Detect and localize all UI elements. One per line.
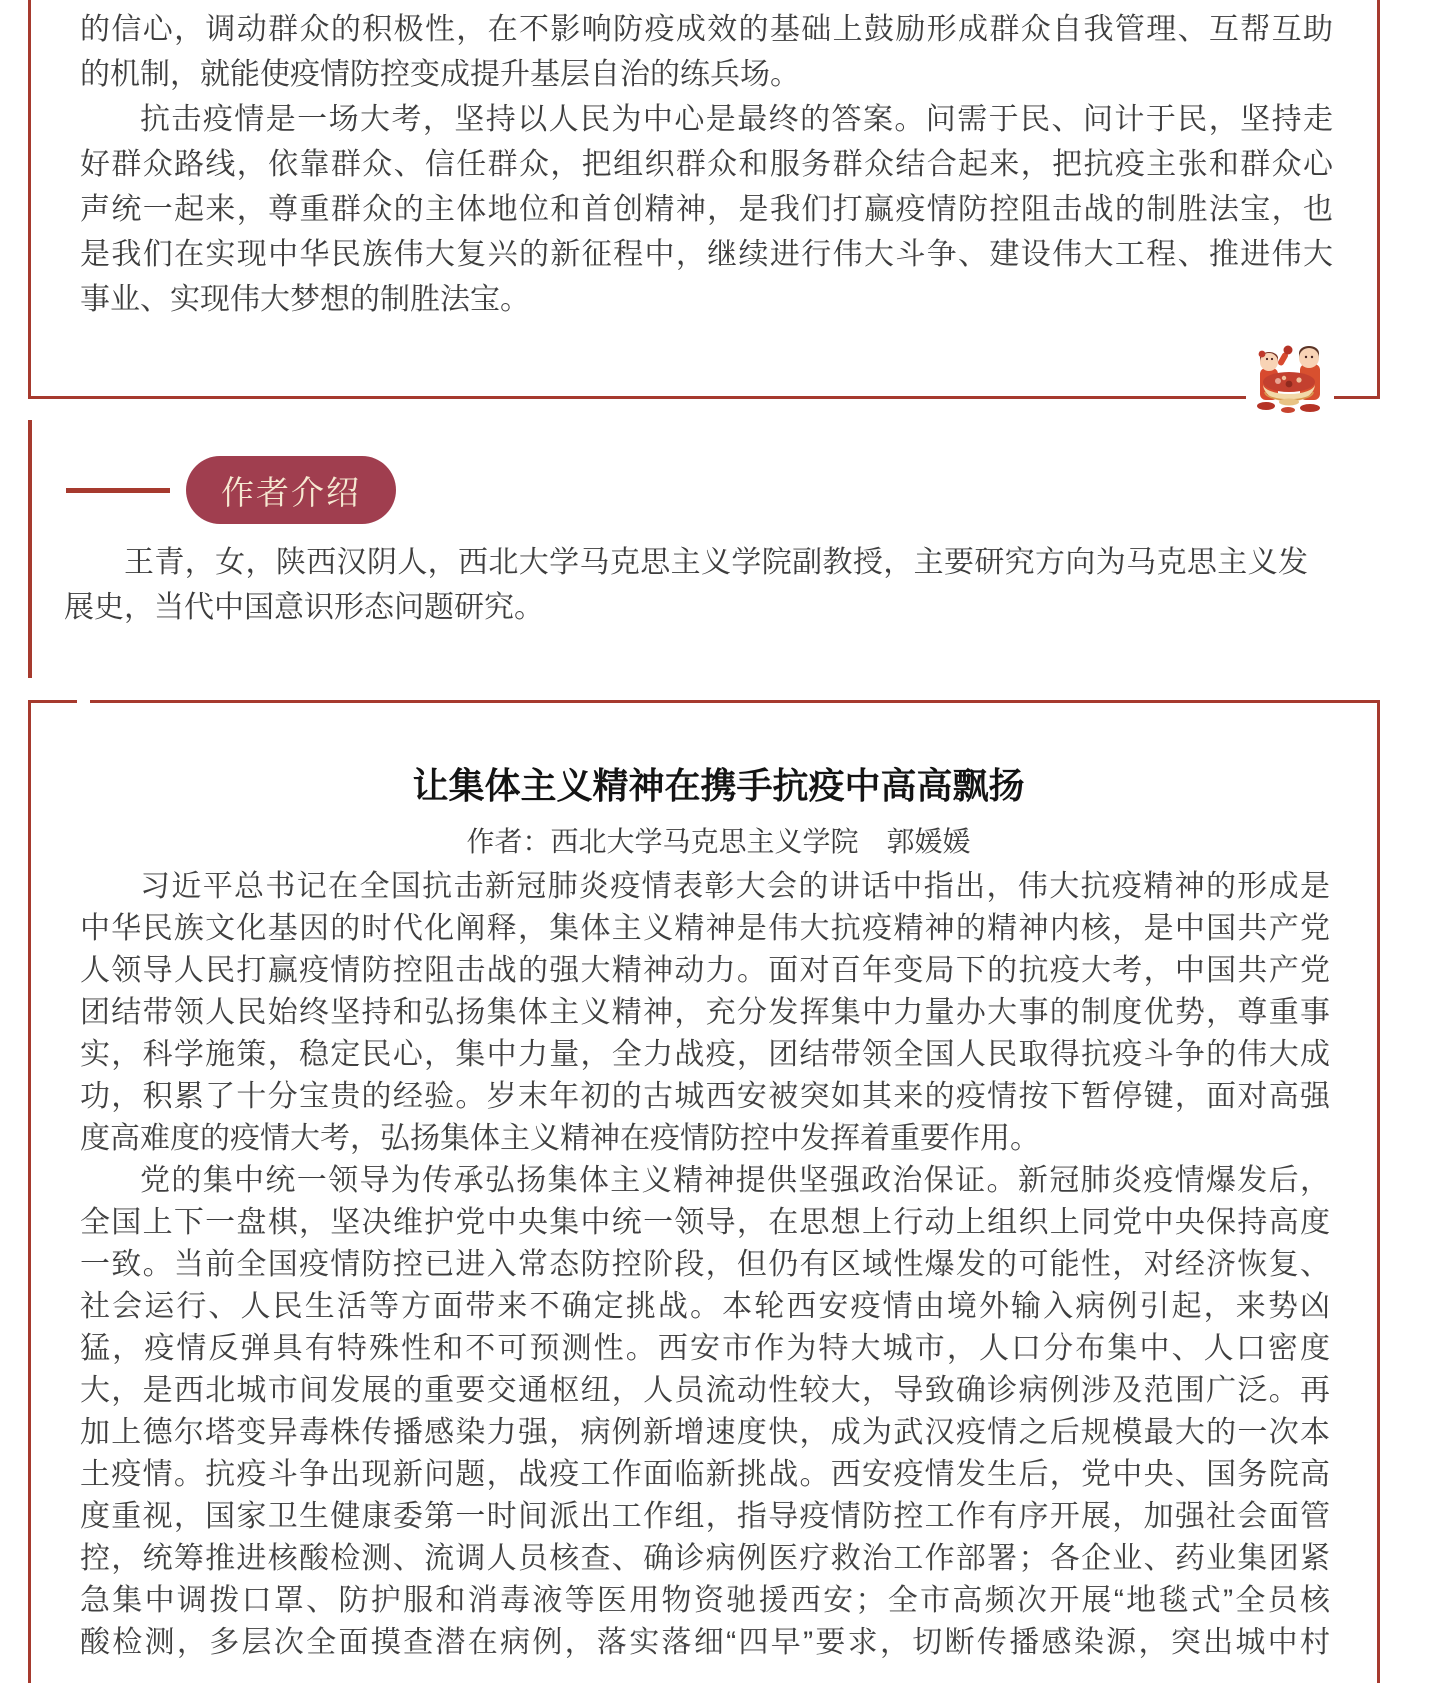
paragraph-line: 事业、实现伟大梦想的制胜法宝。 <box>80 283 530 316</box>
paragraph-line: 加上德尔塔变异毒株传播感染力强，病例新增速度快，成为武汉疫情之后规模最大的一次本 <box>80 1416 1330 1449</box>
paragraph-line: 的信心，调动群众的积极性，在不影响防疫成效的基础上鼓励形成群众自我管理、互帮互助 <box>80 13 1333 46</box>
paragraph-line: 大，是西北城市间发展的重要交通枢纽，人员流动性较大，导致确诊病例涉及范围广泛。再 <box>80 1374 1330 1407</box>
paragraph-line: 抗击疫情是一场大考，坚持以人民为中心是最终的答案。问需于民、问计于民，坚持走 <box>140 103 1333 136</box>
paragraph-line: 控，统筹推进核酸检测、流调人员核查、确诊病例医疗救治工作部署；各企业、药业集团紧 <box>80 1542 1330 1575</box>
author-intro-badge <box>186 456 396 524</box>
paragraph-line: 团结带领人民始终坚持和弘扬集体主义精神，充分发挥集中力量办大事的制度优势，尊重事 <box>80 996 1330 1029</box>
paragraph-line: 全国上下一盘棋，坚决维护党中央集中统一领导，在思想上行动上组织上同党中央保持高度 <box>80 1206 1330 1239</box>
paragraph-line: 急集中调拨口罩、防护服和消毒液等医用物资驰援西安；全市高频次开展“地毯式”全员核 <box>80 1584 1330 1617</box>
paragraph-line: 的机制，就能使疫情防控变成提升基层自治的练兵场。 <box>80 58 800 91</box>
article-title: 让集体主义精神在携手抗疫中高高飘扬 <box>412 766 1025 806</box>
paragraph-line: 声统一起来，尊重群众的主体地位和首创精神，是我们打赢疫情防控阻击战的制胜法宝，也 <box>80 193 1333 226</box>
paragraph-line: 度重视，国家卫生健康委第一时间派出工作组，指导疫情防控工作有序开展，加强社会面管 <box>80 1500 1330 1533</box>
paragraph-line: 中华民族文化基因的时代化阐释，集体主义精神是伟大抗疫精神的精神内核，是中国共产党 <box>80 912 1330 945</box>
paragraph-line: 党的集中统一领导为传承弘扬集体主义精神提供坚强政治保证。新冠肺炎疫情爆发后， <box>140 1164 1330 1197</box>
paragraph-line: 展史，当代中国意识形态问题研究。 <box>64 591 544 624</box>
quote-box-text <box>80 7 1333 322</box>
border-gap-mask <box>77 698 90 706</box>
article-byline: 作者：西北大学马克思主义学院 郭媛媛 <box>466 826 971 857</box>
author-intro-badge-label: 作者介绍 <box>221 473 361 511</box>
paragraph-line: 好群众路线，依靠群众、信任群众，把组织群众和服务群众结合起来，把抗疫主张和群众心 <box>80 148 1333 181</box>
paragraph-line: 一致。当前全国疫情防控已进入常态防控阶段，但仍有区域性爆发的可能性，对经济恢复、 <box>80 1248 1330 1281</box>
paragraph-line: 功，积累了十分宝贵的经验。岁末年初的古城西安被突如其来的疫情按下暂停键，面对高强 <box>80 1080 1330 1113</box>
quote-box <box>28 0 1380 399</box>
paragraph-line: 度高难度的疫情大考，弘扬集体主义精神在疫情防控中发挥着重要作用。 <box>80 1122 1040 1155</box>
paragraph-line: 习近平总书记在全国抗击新冠肺炎疫情表彰大会的讲话中指出，伟大抗疫精神的形成是 <box>140 870 1330 903</box>
paragraph-line: 人领导人民打赢疫情防控阻击战的强大精神动力。面对百年变局下的抗疫大考，中国共产党 <box>80 954 1330 987</box>
author-bio <box>64 540 1308 630</box>
paragraph-line: 是我们在实现中华民族伟大复兴的新征程中，继续进行伟大斗争、建设伟大工程、推进伟大 <box>80 238 1333 271</box>
children-hotpot-illustration <box>1252 340 1328 414</box>
paragraph-line: 猛，疫情反弹具有特殊性和不可预测性。西安市作为特大城市，人口分布集中、人口密度 <box>80 1332 1330 1365</box>
paragraph-line: 实，科学施策，稳定民心，集中力量，全力战疫，团结带领全国人民取得抗疫斗争的伟大成 <box>80 1038 1330 1071</box>
badge-leading-dash <box>66 488 170 493</box>
article-body <box>80 866 1330 1664</box>
paragraph-line: 王青，女，陕西汉阴人，西北大学马克思主义学院副教授，主要研究方向为马克思主义发 <box>124 546 1308 579</box>
paragraph-line: 土疫情。抗疫斗争出现新问题，战疫工作面临新挑战。西安疫情发生后，党中央、国务院高 <box>80 1458 1330 1491</box>
paragraph-line: 社会运行、人民生活等方面带来不确定挑战。本轮西安疫情由境外输入病例引起，来势凶 <box>80 1290 1330 1323</box>
paragraph-line: 酸检测，多层次全面摸查潜在病例，落实落细“四早”要求，切断传播感染源，突出城中村 <box>80 1626 1330 1659</box>
section-left-rule <box>28 420 32 678</box>
